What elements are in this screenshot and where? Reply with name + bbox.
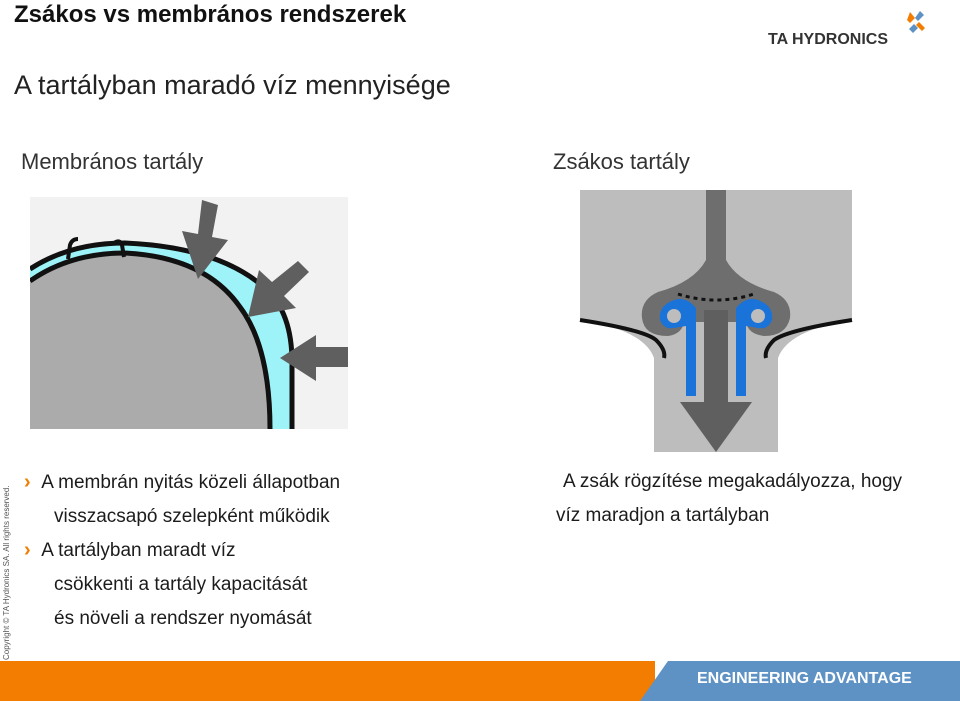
- chevron-right-icon: ›: [24, 539, 31, 561]
- membrane-tank-heading: Membrános tartály: [21, 149, 204, 174]
- membrane-bullet-1: › A membrán nyitás közeli állapotban visszacsapó szelepként működik: [24, 471, 341, 527]
- membrane-tank-illustration: [30, 197, 348, 429]
- slide-title: Zsákos vs membrános rendszerek: [14, 1, 407, 28]
- bag-tank-illustration: [578, 190, 854, 452]
- slide-subtitle: A tartályban maradó víz mennyisége: [14, 70, 451, 100]
- chevron-right-icon: ›: [24, 471, 31, 493]
- bag-description: A zsák rögzítése megakadályozza, hogy víz maradjon a tartályban: [556, 471, 903, 526]
- membrane-bullet-2: › A tartályban maradt víz csökkenti a tartály kapacitását és növeli a rendszer nyomását: [24, 539, 312, 629]
- footer-orange-bar: [0, 661, 655, 701]
- ta-hydronics-logo: [766, 10, 936, 50]
- copyright-note: Copyright © TA Hydronics SA. All rights reserved.: [2, 485, 11, 660]
- footer-tagline: ENGINEERING ADVANTAGE: [697, 670, 912, 687]
- svg-text:TA HYDRONICS: TA HYDRONICS: [768, 31, 888, 48]
- bag-tank-heading: Zsákos tartály: [553, 149, 690, 174]
